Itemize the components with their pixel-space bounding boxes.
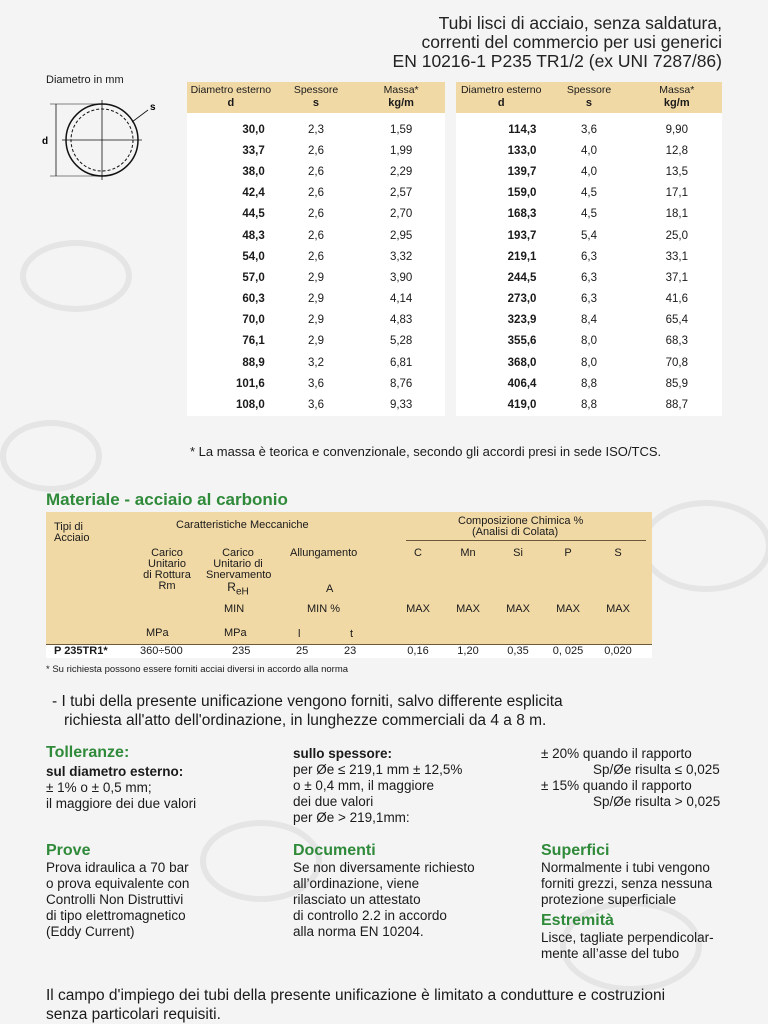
mass-footnote: * La massa è teorica e convenzionale, secondo gli accordi presi in sede ISO/TCS.: [190, 444, 662, 459]
massa-cell: 2,29: [357, 161, 445, 182]
documenti-line: all’ordinazione, viene: [293, 876, 420, 891]
tolleranze-line: il maggiore dei due valori: [46, 796, 197, 811]
diametro-cell: 54,0: [187, 246, 275, 267]
diametro-cell: 244,5: [456, 267, 546, 288]
spessore-cell: 2,9: [275, 267, 358, 288]
carico-snerv-line: Unitario di: [213, 558, 263, 570]
table-row: [187, 394, 445, 415]
spessore-title: sullo spessore:: [293, 746, 393, 761]
ratio-line: Sp/Øe risulta ≤ 0,025: [593, 762, 720, 777]
superfici-line: forniti grezzi, senza nessuna: [541, 876, 713, 891]
spessore-cell: 8,4: [546, 310, 631, 331]
tolleranze-sub: sul diametro esterno:: [46, 764, 184, 779]
mpa-label: MPa: [146, 627, 169, 639]
estremita-line: mente all’asse del tubo: [541, 946, 680, 961]
diametro-cell: 114,3: [456, 113, 546, 140]
diametro-cell: 33,7: [187, 140, 275, 161]
diametro-cell: 108,0: [187, 394, 275, 415]
diagram-d-label: d: [42, 136, 49, 147]
diametro-cell: 38,0: [187, 161, 275, 182]
diametro-cell: 76,1: [187, 331, 275, 352]
spessore-cell: 2,6: [275, 183, 358, 204]
chem-element-label: C: [414, 547, 422, 559]
estremita-title: Estremità: [541, 912, 614, 929]
table-row: [456, 373, 722, 394]
massa-cell: 9,90: [632, 113, 722, 140]
header-spessore: Spessore: [546, 82, 631, 96]
supply-line: richiesta all'atto dell'ordinazione, in lunghezze commerciali da 4 a 8 m.: [64, 712, 547, 729]
table-row: [456, 161, 722, 182]
spessore-cell: 2,6: [275, 161, 358, 182]
diametro-cell: 193,7: [456, 225, 546, 246]
massa-cell: 88,7: [632, 394, 722, 415]
tolleranze-line: ± 1% o ± 0,5 mm;: [46, 780, 152, 795]
massa-cell: 70,8: [632, 352, 722, 373]
spessore-cell: 3,6: [275, 373, 358, 394]
spessore-cell: 2,9: [275, 289, 358, 310]
documenti-line: alla norma EN 10204.: [293, 924, 424, 939]
dimension-table-left: [187, 82, 445, 416]
header-massa: Massa*: [632, 82, 722, 96]
header-symbol-s: s: [546, 96, 631, 113]
pipe-cross-section-diagram: [36, 92, 166, 192]
massa-cell: 65,4: [632, 310, 722, 331]
diametro-cell: 30,0: [187, 113, 275, 140]
material-properties-table: [46, 512, 652, 658]
massa-cell: 1,59: [357, 113, 445, 140]
header-massa: Massa*: [357, 82, 445, 96]
diametro-cell: 168,3: [456, 204, 546, 225]
spessore-cell: 8,8: [546, 394, 631, 415]
superfici-line: Normalmente i tubi vengono: [541, 860, 710, 875]
tolleranze-title: Tolleranze:: [46, 744, 130, 761]
l-value: 25: [296, 645, 309, 657]
max-label: MAX: [456, 603, 480, 615]
spessore-line: per Øe ≤ 219,1 mm ± 12,5%: [293, 762, 463, 777]
table-row: [187, 352, 445, 373]
spessore-cell: 2,6: [275, 204, 358, 225]
prove-line: Controlli Non Distruttivi: [46, 892, 184, 907]
massa-cell: 17,1: [632, 183, 722, 204]
background-pipe-decoration: [20, 240, 132, 312]
header-symbol-s: s: [275, 96, 358, 113]
diametro-cell: 368,0: [456, 352, 546, 373]
table-row: [456, 289, 722, 310]
massa-cell: 2,57: [357, 183, 445, 204]
documenti-title: Documenti: [293, 842, 376, 859]
diametro-cell: 419,0: [456, 394, 546, 415]
table-row: [456, 113, 722, 140]
massa-cell: 5,28: [357, 331, 445, 352]
massa-cell: 85,9: [632, 373, 722, 394]
carico-rottura-line: Rm: [158, 580, 176, 592]
table-row: [187, 140, 445, 161]
chem-value: 0,35: [507, 645, 529, 657]
diametro-cell: 139,7: [456, 161, 546, 182]
title-line: correnti del commercio per usi generici: [421, 32, 722, 52]
table-row: [187, 331, 445, 352]
diametro-cell: 57,0: [187, 267, 275, 288]
table-row: [456, 204, 722, 225]
usage-line: senza particolari requisiti.: [46, 1006, 221, 1023]
spessore-cell: 2,3: [275, 113, 358, 140]
spessore-cell: 2,9: [275, 310, 358, 331]
spessore-cell: 2,6: [275, 246, 358, 267]
supply-line: - I tubi della presente unificazione vengono forniti, salvo differente esplicita: [52, 693, 563, 710]
estremita-line: Lisce, tagliate perpendicolar-: [541, 930, 714, 945]
t-value: 23: [344, 645, 357, 657]
table-row: [187, 310, 445, 331]
diametro-cell: 70,0: [187, 310, 275, 331]
usage-line: Il campo d'impiego dei tubi della presente unificazione è limitato a condutture e costruzioni: [46, 987, 666, 1004]
documenti-line: Se non diversamente richiesto: [293, 860, 475, 875]
a-symbol: A: [326, 583, 334, 595]
massa-cell: 12,8: [632, 140, 722, 161]
spessore-cell: 8,0: [546, 352, 631, 373]
table-row: [456, 140, 722, 161]
background-pipe-decoration: [0, 420, 102, 492]
table-row: [187, 183, 445, 204]
steel-type: P 235TR1*: [54, 645, 108, 657]
spessore-cell: 5,4: [546, 225, 631, 246]
prove-line: (Eddy Current): [46, 924, 135, 939]
max-label: MAX: [556, 603, 580, 615]
massa-cell: 33,1: [632, 246, 722, 267]
spessore-cell: 2,6: [275, 140, 358, 161]
document-title: [393, 14, 722, 71]
spessore-cell: 6,3: [546, 267, 631, 288]
chem-value: 0,16: [407, 645, 429, 657]
massa-cell: 6,81: [357, 352, 445, 373]
diagram-label: Diametro in mm: [46, 74, 124, 86]
allungamento-header: Allungamento: [290, 547, 358, 559]
header-diametro: Diametro esterno: [456, 82, 546, 96]
table-row: [456, 394, 722, 415]
spessore-cell: 6,3: [546, 289, 631, 310]
header-diametro: Diametro esterno: [187, 82, 275, 96]
spessore-cell: 4,5: [546, 183, 631, 204]
carico-snervamento-header: [206, 548, 270, 597]
superfici-title: Superfici: [541, 842, 610, 859]
header-symbol-kgm: kg/m: [632, 96, 722, 113]
header-symbol-d: d: [187, 96, 275, 113]
chem-subheader: (Analisi di Colata): [472, 526, 559, 538]
title-line: EN 10216-1 P235 TR1/2 (ex UNI 7287/86): [392, 51, 722, 71]
ratio-line: ± 15% quando il rapporto: [541, 778, 692, 793]
carico-snerv-line: Snervamento: [206, 569, 272, 581]
carico-rottura-line: Unitario: [148, 558, 186, 570]
spessore-cell: 3,6: [275, 394, 358, 415]
massa-cell: 3,32: [357, 246, 445, 267]
min-label: MIN: [224, 603, 245, 615]
ratio-line: ± 20% quando il rapporto: [541, 746, 692, 761]
diametro-cell: 159,0: [456, 183, 546, 204]
spessore-line: per Øe > 219,1mm:: [293, 810, 410, 825]
chem-element-label: Mn: [460, 547, 476, 559]
massa-cell: 2,70: [357, 204, 445, 225]
diametro-cell: 219,1: [456, 246, 546, 267]
tipi-header: [54, 522, 114, 544]
max-label: MAX: [506, 603, 530, 615]
prove-line: o prova equivalente con: [46, 876, 190, 891]
diametro-cell: 133,0: [456, 140, 546, 161]
spessore-cell: 6,3: [546, 246, 631, 267]
header-spessore: Spessore: [275, 82, 358, 96]
table-row: [456, 352, 722, 373]
massa-cell: 2,95: [357, 225, 445, 246]
chem-element-label: Si: [513, 547, 523, 559]
spessore-cell: 3,2: [275, 352, 358, 373]
table-row: [456, 183, 722, 204]
table-row: [456, 310, 722, 331]
chem-value: 0, 025: [552, 645, 584, 657]
l-label: l: [298, 628, 301, 640]
material-data-row: [46, 645, 652, 658]
massa-cell: 3,90: [357, 267, 445, 288]
diametro-cell: 355,6: [456, 331, 546, 352]
spessore-cell: 8,8: [546, 373, 631, 394]
header-symbol-kgm: kg/m: [357, 96, 445, 113]
chem-value: 0,020: [604, 645, 632, 657]
diametro-cell: 60,3: [187, 289, 275, 310]
table-row: [456, 267, 722, 288]
documenti-line: di controllo 2.2 in accordo: [293, 908, 447, 923]
mech-header: Caratteristiche Meccaniche: [176, 519, 309, 531]
dimension-table-right: [456, 82, 722, 416]
table-row: [456, 246, 722, 267]
background-pipe-decoration: [640, 500, 768, 592]
massa-cell: 37,1: [632, 267, 722, 288]
rm-value: 360÷500: [140, 645, 183, 657]
diametro-cell: 44,5: [187, 204, 275, 225]
chem-element-label: S: [614, 547, 622, 559]
chem-header-rule: [406, 540, 646, 541]
diametro-cell: 48,3: [187, 225, 275, 246]
material-footnote: * Su richiesta possono essere forniti acciai diversi in accordo alla norma: [46, 664, 349, 675]
usage-note: [46, 986, 766, 1024]
massa-cell: 68,3: [632, 331, 722, 352]
chem-value: 1,20: [457, 645, 479, 657]
table-row: [187, 113, 445, 140]
table-row: [456, 331, 722, 352]
diametro-cell: 88,9: [187, 352, 275, 373]
t-label: t: [350, 628, 354, 640]
diametro-cell: 42,4: [187, 183, 275, 204]
table-row: [187, 161, 445, 182]
massa-cell: 1,99: [357, 140, 445, 161]
spessore-cell: 4,0: [546, 161, 631, 182]
reh-value: 235: [232, 645, 251, 657]
prove-line: di tipo elettromagnetico: [46, 908, 186, 923]
header-symbol-d: d: [456, 96, 546, 113]
table-row: [187, 373, 445, 394]
spessore-line: o ± 0,4 mm, il maggiore: [293, 778, 434, 793]
carico-rottura-header: [138, 548, 196, 592]
prove-line: Prova idraulica a 70 bar: [46, 860, 189, 875]
massa-cell: 8,76: [357, 373, 445, 394]
spessore-cell: 8,0: [546, 331, 631, 352]
min-pct-label: MIN %: [307, 603, 340, 615]
supply-note: [52, 692, 752, 730]
mpa-label: MPa: [224, 627, 247, 639]
spessore-cell: 4,0: [546, 140, 631, 161]
massa-cell: 18,1: [632, 204, 722, 225]
diametro-cell: 101,6: [187, 373, 275, 394]
table-row: [187, 289, 445, 310]
material-section-title: Materiale - acciaio al carbonio: [46, 490, 288, 509]
max-label: MAX: [406, 603, 430, 615]
prove-title: Prove: [46, 842, 91, 859]
diagram-s-label: s: [150, 102, 156, 113]
table-row: [187, 246, 445, 267]
diametro-cell: 406,4: [456, 373, 546, 394]
ratio-line: Sp/Øe risulta > 0,025: [593, 794, 721, 809]
massa-cell: 13,5: [632, 161, 722, 182]
superfici-line: protezione superficiale: [541, 892, 677, 907]
massa-cell: 25,0: [632, 225, 722, 246]
chem-header: Composizione Chimica %: [458, 515, 584, 527]
carico-snerv-line: Carico: [222, 547, 254, 559]
spessore-line: dei due valori: [293, 794, 374, 809]
chem-element-label: P: [564, 547, 572, 559]
massa-cell: 41,6: [632, 289, 722, 310]
spessore-cell: 2,6: [275, 225, 358, 246]
diametro-cell: 273,0: [456, 289, 546, 310]
spessore-cell: 4,5: [546, 204, 631, 225]
reh-symbol: $R_{eH}$: [227, 580, 249, 598]
table-row: [187, 204, 445, 225]
documenti-line: rilasciato un attestato: [293, 892, 421, 907]
table-row: [187, 225, 445, 246]
carico-rottura-line: Carico: [151, 547, 183, 559]
max-label: MAX: [606, 603, 630, 615]
tipi-header-text: Tipi di Acciaio: [54, 521, 90, 544]
spessore-cell: 3,6: [546, 113, 631, 140]
table-row: [456, 225, 722, 246]
title-line: Tubi lisci di acciaio, senza saldatura,: [438, 13, 722, 33]
table-row: [187, 267, 445, 288]
massa-cell: 4,14: [357, 289, 445, 310]
massa-cell: 9,33: [357, 394, 445, 415]
diametro-cell: 323,9: [456, 310, 546, 331]
spessore-cell: 2,9: [275, 331, 358, 352]
massa-cell: 4,83: [357, 310, 445, 331]
carico-rottura-line: di Rottura: [143, 569, 191, 581]
